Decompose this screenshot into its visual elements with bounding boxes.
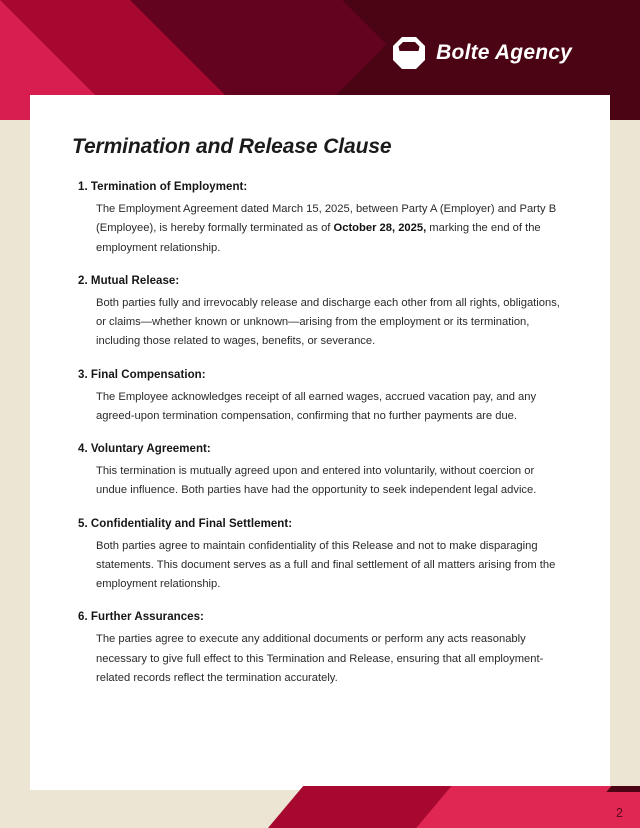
clause-list (78, 181, 568, 688)
clause-body: Both parties fully and irrevocably release and discharge each other from all rights, obligations, or claims—whether known or unknown—arising from the employment or its termination, including those related to wages, benefits, or severance. (96, 296, 560, 348)
clause-heading: 5. Confidentiality and Final Settlement: (78, 517, 293, 530)
clause-heading: 3. Final Compensation: (78, 368, 206, 381)
clause-body: The Employee acknowledges receipt of all earned wages, accrued vacation pay, and any agreed-upon termination compensation, confirming that no further payments are due. (96, 390, 537, 422)
clause-heading: 2. Mutual Release: (78, 274, 180, 287)
clause-body: The Employment Agreement dated March 15, 2025, between Party A (Employer) and Party B (Employee), is hereby formally terminated as of October 28, 2025, marking the end of the employment relationship. (96, 203, 557, 254)
clause-heading: 6. Further Assurances: (78, 611, 204, 624)
clause-heading: 1. Termination of Employment: (78, 181, 248, 193)
clause-item (78, 181, 568, 258)
clause-item (78, 518, 568, 595)
content-card (30, 95, 610, 790)
brand-name: Bolte Agency (436, 41, 572, 64)
clause-body: Both parties agree to maintain confidentiality of this Release and not to make disparaging statements. This document serves as a full and final settlement of all matters arising from the employment relationship. (96, 539, 556, 591)
clause-item (78, 443, 568, 501)
clause-item (78, 275, 568, 352)
octagon-basket-icon (392, 36, 426, 70)
brand-logo (392, 36, 572, 70)
clause-item (78, 611, 568, 688)
clause-item (78, 369, 568, 427)
clause-body: The parties agree to execute any additional documents or perform any acts reasonably necessary to give full effect to this Termination and Release, ensuring that all employment-related records reflect the termination accurately. (96, 633, 544, 684)
page-title: Termination and Release Clause (72, 135, 392, 158)
page-number: 2 (616, 806, 623, 820)
clause-heading: 4. Voluntary Agreement: (78, 443, 211, 456)
page-footer (0, 786, 640, 828)
clause-body: This termination is mutually agreed upon and entered into voluntarily, without coercion or undue influence. Both parties have had the opportunity to seek independent legal advice. (96, 465, 537, 497)
